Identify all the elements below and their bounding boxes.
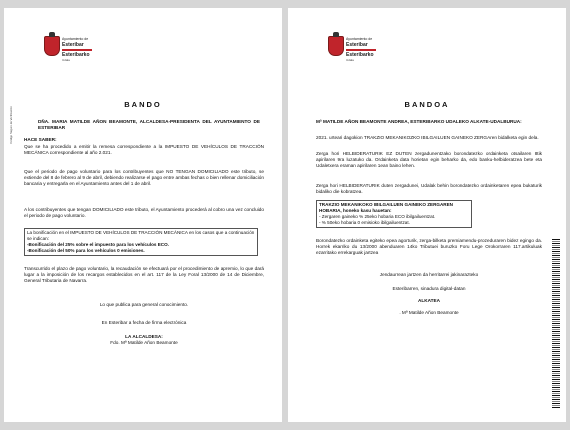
municipality-logo: Ayuntamiento de Esteribar Esteribarko Udala: [328, 36, 398, 76]
bonus-box: La bonificación en el IMPUESTO DE VEHÍCULOS DE TRACCIÓN MECÁNICA en los casos que a continuación se indican: -Bonificación del 25% sobre el impuesto para los vehículos ECO. -Bonificación del 50% para los vehículos 0 emisiones.: [24, 228, 258, 256]
page-title: BANDOA: [404, 100, 450, 109]
signature-title: LA ALCALDESA:: [125, 334, 163, 339]
signature-name: . Mª Matilde Añon Beamonte: [399, 310, 459, 315]
paragraph-epea: Zerga hori HELBIDERATURIK EZ DUTEN zergadunentzako borondatezko ordainketa otsailaren 8tik apirilaren 9ra luzatuko da. Ordainketa data horietan egin beharko da, edo banku-helbideratzea bete eta Udaletxera eraman apirilaren 1ean baino lehen.: [316, 151, 542, 169]
signature-name: Fdo. Mª Matilde Añon Beamonte: [110, 340, 178, 345]
municipality-logo: Ayuntamiento de Esteribar Esteribarko Udala: [44, 36, 114, 76]
coat-of-arms-icon: [328, 36, 344, 56]
date-line: En Esteribar a fecha de firma electrónica: [101, 320, 187, 325]
document-page-basque: [288, 8, 566, 422]
paragraph-helbideratuak: Zerga hori HELBIDERATURIK duten zergadunei, Udalak behin borondatezko ordainketaren epea bukaturik bidaliko die kobratzea.: [316, 183, 542, 195]
coat-of-arms-icon: [44, 36, 60, 56]
date-line: Esteribarren, sinadura digital-datan: [392, 286, 466, 291]
intro-heading: Mª MATILDE AÑON BEAMONTE ANDREA, ESTERIBARKO UDALEKO ALKATE-UDALBURUA:: [316, 119, 522, 124]
paragraph-apremio: Transcurrido el plazo de pago voluntario, la recaudación se efectuará por el procedimiento de apremio, lo que dará lugar a la imposición de los recargos establecidos en el art. 117 de la Ley Foral 13/2000 de 14 de Diciembre, General Tributaria de Navarra.: [24, 266, 264, 284]
publication-note: Lo que publica para general conocimiento.: [99, 302, 189, 307]
hace-saber: HACE SABER:: [24, 137, 57, 142]
paragraph-domiciliado: A los contribuyentes que tengan DOMICILIADO este tributo, el Ayuntamiento procederá al cobro una vez concluido el periodo de pago voluntario.: [24, 207, 264, 219]
paragraph-premiamendu: Borondatezko ordainketa egiteko epea agorturik, zerga-bilketa premiamendu-prozeduraren bidez egingo da. Horrek ekarriko du 13/2000 abenduaren 14ko Tributuei buruzko Foru Lege Orokorraren 117.artikuluak ezarritako errekarguak jartzea: [316, 238, 542, 256]
barcode-strip: [552, 238, 560, 408]
signature-title: ALKATEA: [417, 298, 441, 303]
paragraph-bidalketa: 2021. urteari dagokion TRAKZIO MEKANIKOZKO IBILGAILUEN GAINEKO ZERGAren bidalketa egin dela.: [316, 135, 539, 140]
paragraph-remesa: Que se ha procedido a emitir la remesa correspondiente a la IMPUESTO DE VEHÍCULOS DE TRACCIÓN MECÁNICA correspondiente al año 2.021.: [24, 144, 264, 156]
publication-note: Jendaurrean jartzen da herritarrei jakinarazteko: [379, 272, 479, 277]
paragraph-periodo: Que el periodo de pago voluntario para los contribuyentes que NO TENGAN DOMICILIADO este tributo, se extiende del 8 de febrero al 9 de abril, debiendo realizarse el pago entre ambas fechas o bien rellenar domiciliación bancaria y entregarla en el Ayuntamiento antes del 1 de abril.: [24, 169, 264, 187]
verification-sidebar: Código Seguro de Verificación: [9, 106, 13, 144]
intro-heading: DÑA. MARIA MATILDE AÑON BEAMONTE, ALCALDESA-PRESIDENTA DEL AYUNTAMIENTO DE ESTERIBAR: [38, 119, 260, 131]
document-page-spanish: [4, 8, 282, 422]
bonus-box: TRAKZIO MEKANIKOKO IBILGAILUEN GAINEKO ZERGAREN HOBARIA, honeko kasu hauetan: - Zergaren gaineko % 25eko hobaria ECO ibilgailuentzat. - % 50eko hobaria 0 emisioko ibilgailuentzat.: [316, 200, 472, 228]
page-title: BANDO: [124, 100, 162, 109]
